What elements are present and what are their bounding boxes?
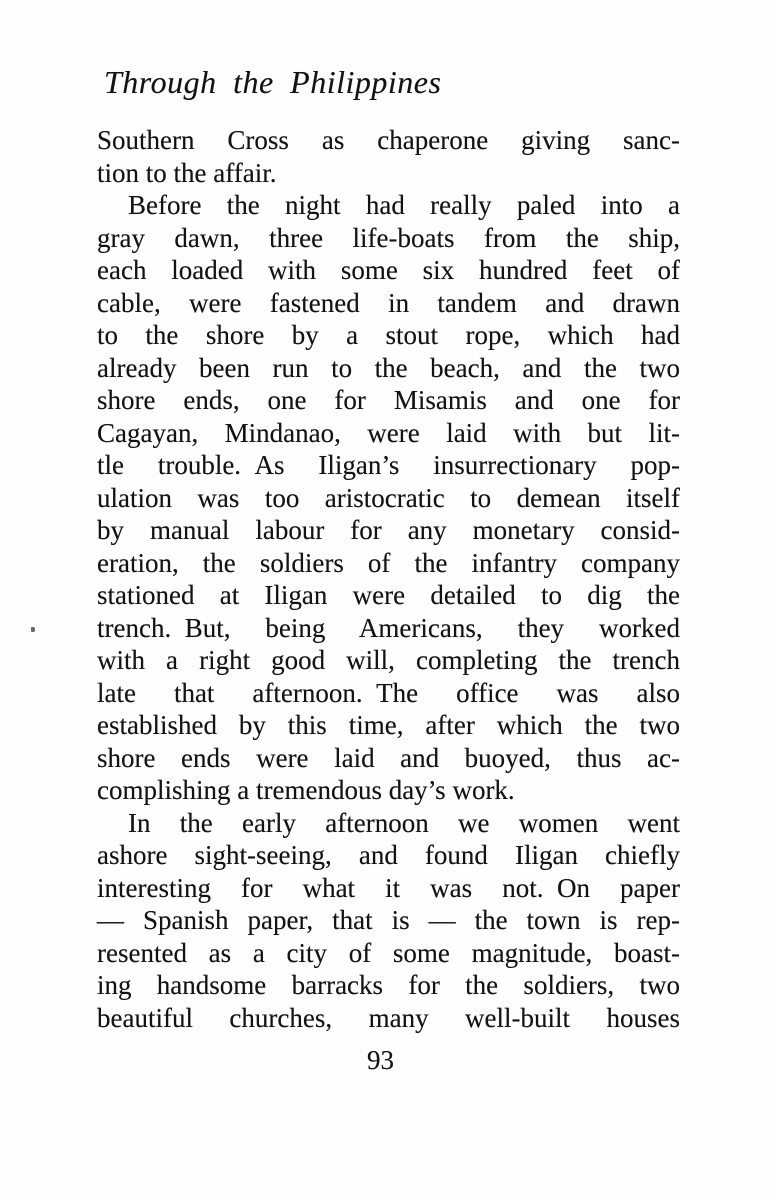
text-line: tion to the affair. bbox=[97, 157, 277, 188]
text-line: already been run to the beach, and the two bbox=[97, 352, 680, 383]
text-line: shore ends, one for Misamis and one for bbox=[97, 385, 680, 415]
text-line: shore ends were laid and buoyed, thus ac- bbox=[97, 742, 680, 773]
text-line: each loaded with some six hundred feet of bbox=[97, 255, 680, 285]
scan-speck bbox=[31, 627, 35, 632]
text-line: beautiful churches, many well-built houses bbox=[97, 1002, 680, 1033]
text-line: by manual labour for any monetary consid- bbox=[97, 515, 680, 545]
text-line: interesting for what it was not. On paper bbox=[97, 872, 680, 903]
page-body bbox=[97, 124, 680, 1034]
text-line: trench. But, being Americans, they worked bbox=[97, 612, 680, 643]
running-header: Through the Philippines bbox=[104, 64, 442, 100]
text-line: ashore sight-seeing, and found Iligan chiefly bbox=[97, 840, 680, 870]
text-line: Before the night had really paled into a bbox=[128, 190, 680, 220]
page-number: 93 bbox=[367, 1045, 394, 1075]
text-line: complishing a tremendous day’s work. bbox=[97, 775, 515, 805]
text-line: late that afternoon. The office was also bbox=[97, 677, 680, 708]
text-line: — Spanish paper, that is — the town is rep- bbox=[97, 905, 680, 935]
text-line: tle trouble. As Iligan’s insurrectionary pop- bbox=[97, 450, 680, 480]
text-line: established by this time, after which the two bbox=[97, 710, 680, 740]
text-line: Cagayan, Mindanao, were laid with but lit- bbox=[97, 417, 680, 448]
text-line: ulation was too aristocratic to demean itself bbox=[97, 482, 680, 513]
text-line: gray dawn, three life-boats from the ship, bbox=[97, 222, 680, 253]
text-line: resented as a city of some magnitude, boast- bbox=[97, 937, 680, 968]
text-line: eration, the soldiers of the infantry company bbox=[97, 547, 680, 578]
text-line: stationed at Iligan were detailed to dig the bbox=[97, 580, 680, 610]
text-line: Southern Cross as chaperone giving sanc- bbox=[97, 125, 680, 155]
text-line: In the early afternoon we women went bbox=[128, 807, 680, 838]
text-line: to the shore by a stout rope, which had bbox=[97, 320, 680, 350]
text-line: with a right good will, completing the trench bbox=[97, 645, 680, 675]
text-line: cable, were fastened in tandem and drawn bbox=[97, 287, 680, 318]
text-line: ing handsome barracks for the soldiers, two bbox=[97, 970, 680, 1000]
